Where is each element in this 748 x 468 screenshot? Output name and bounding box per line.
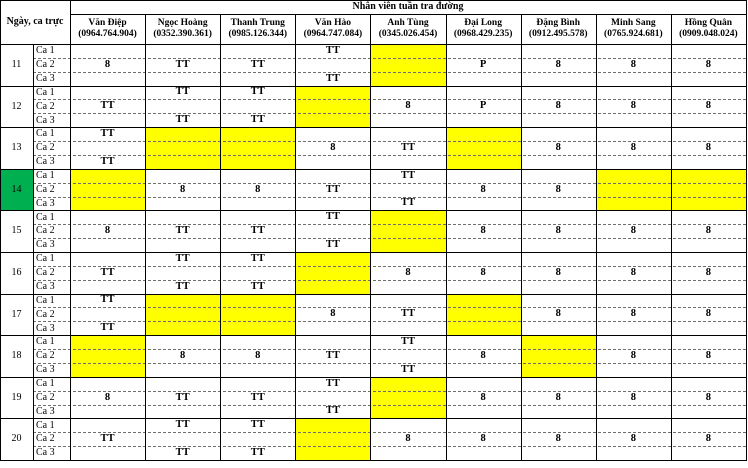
- grid-line: [0, 210, 747, 211]
- grid-line: [70, 14, 747, 15]
- roster-value-top: TT: [400, 169, 415, 181]
- off-shift-highlight: [145, 127, 220, 169]
- roster-value-bottom: TT: [325, 405, 340, 417]
- roster-value-top: TT: [175, 252, 190, 264]
- roster-value-bottom: TT: [400, 197, 415, 209]
- shift-label: Ca 2: [36, 183, 55, 195]
- grid-line: [0, 377, 747, 378]
- roster-value-top: TT: [325, 211, 340, 223]
- off-shift-highlight: [521, 335, 596, 377]
- grid-line: [295, 14, 296, 461]
- shift-label: Ca 3: [36, 239, 55, 251]
- roster-value: 8: [705, 391, 712, 403]
- roster-value: 8: [555, 141, 561, 153]
- roster-value: TT: [175, 391, 190, 403]
- grid-line: [671, 14, 672, 461]
- roster-value: 8: [480, 433, 486, 445]
- staff-phone: (0968.429.235): [453, 29, 513, 39]
- roster-value: TT: [400, 141, 415, 153]
- roster-value: 8: [630, 433, 636, 445]
- day-cell-19: 19: [11, 391, 22, 403]
- roster-value: TT: [250, 225, 265, 237]
- staff-name: Thanh Trung: [230, 18, 285, 29]
- roster-value-bottom: TT: [250, 280, 265, 292]
- roster-value-bottom: TT: [175, 114, 190, 126]
- roster-value: TT: [100, 266, 115, 278]
- shift-label: Ca 2: [36, 225, 55, 237]
- grid-line: [0, 335, 747, 336]
- day-cell-20: 20: [11, 433, 22, 445]
- grid-line: [0, 169, 747, 170]
- shift-separator: [33, 349, 746, 350]
- staff-header-7: [521, 14, 596, 44]
- shift-label: Ca 2: [36, 59, 55, 71]
- shift-label: Ca 2: [36, 308, 55, 320]
- shift-separator: [33, 405, 746, 406]
- roster-value-bottom: TT: [175, 447, 190, 459]
- staff-group-header: Nhân viên tuần tra đường: [352, 1, 464, 13]
- off-shift-highlight: [220, 294, 295, 336]
- roster-value: TT: [400, 308, 415, 320]
- roster-value: TT: [250, 58, 265, 70]
- shift-label: Ca 1: [36, 128, 55, 140]
- staff-name: Đặng Bình: [536, 18, 580, 29]
- shift-label: Ca 1: [36, 211, 55, 223]
- shift-separator: [33, 307, 746, 308]
- grid-line: [446, 14, 447, 461]
- roster-value: TT: [250, 391, 265, 403]
- roster-value: 8: [705, 308, 712, 320]
- shift-separator: [33, 99, 746, 100]
- off-shift-highlight: [295, 418, 370, 460]
- grid-line: [746, 0, 747, 461]
- staff-name: Văn Điệp: [88, 18, 127, 29]
- staff-name: Hồng Quân: [684, 18, 733, 29]
- roster-value: TT: [100, 433, 115, 445]
- staff-phone: (0985.126.344): [228, 29, 288, 39]
- roster-value: 8: [180, 183, 186, 195]
- corner-header: Ngày, ca trực: [6, 16, 64, 28]
- roster-value-bottom: TT: [175, 280, 190, 292]
- grid-line: [0, 44, 747, 45]
- staff-name: Minh Sang: [611, 18, 656, 29]
- day-cell-15: 15: [11, 225, 22, 237]
- staff-phone: (0964.747.084): [303, 29, 363, 39]
- off-shift-highlight: [671, 169, 746, 211]
- shift-label: Ca 1: [36, 377, 55, 389]
- roster-value: 8: [330, 308, 336, 320]
- roster-value-top: TT: [400, 336, 415, 348]
- off-shift-highlight: [295, 86, 370, 128]
- roster-value: 8: [630, 100, 636, 112]
- off-shift-highlight: [446, 294, 521, 336]
- shift-separator: [33, 363, 746, 364]
- roster-value: 8: [630, 141, 636, 153]
- off-shift-highlight: [370, 210, 445, 252]
- roster-value: 8: [480, 225, 486, 237]
- staff-phone: (0352.390.361): [153, 29, 212, 39]
- off-shift-highlight: [70, 169, 145, 211]
- shift-label: Ca 1: [36, 45, 55, 57]
- roster-value: 8: [480, 266, 486, 278]
- staff-header-9: [671, 14, 746, 44]
- roster-value: 8: [480, 391, 486, 403]
- staff-header-4: [295, 14, 370, 44]
- day-cell-12: 12: [11, 100, 22, 112]
- shift-separator: [33, 141, 746, 142]
- roster-value: 8: [630, 391, 636, 403]
- off-shift-highlight: [596, 169, 671, 211]
- roster-value: TT: [325, 183, 340, 195]
- roster-value: TT: [175, 225, 190, 237]
- shift-label: Ca 3: [36, 156, 55, 168]
- roster-value: 8: [630, 225, 636, 237]
- shift-separator: [33, 113, 746, 114]
- staff-header-6: [446, 14, 521, 44]
- roster-value: 8: [555, 100, 561, 112]
- roster-value-top: TT: [100, 128, 115, 140]
- roster-value: 8: [330, 141, 336, 153]
- roster-value: 8: [104, 225, 111, 237]
- staff-phone: (0912.495.578): [528, 29, 588, 39]
- roster-value-bottom: TT: [100, 155, 115, 167]
- roster-value-top: TT: [250, 86, 265, 98]
- roster-value: 8: [480, 183, 486, 195]
- roster-value: 8: [630, 266, 636, 278]
- shift-separator: [33, 266, 746, 267]
- off-shift-highlight: [370, 377, 445, 419]
- roster-value: TT: [175, 58, 190, 70]
- shift-label: Ca 2: [36, 391, 55, 403]
- shift-label: Ca 3: [36, 364, 55, 376]
- roster-value-top: TT: [100, 294, 115, 306]
- shift-separator: [33, 280, 746, 281]
- shift-separator: [33, 391, 746, 392]
- staff-name: Văn Hào: [314, 18, 351, 29]
- staff-header-2: [145, 14, 220, 44]
- roster-value: 8: [705, 266, 712, 278]
- roster-value: 8: [555, 266, 561, 278]
- staff-phone: (0964.764.904): [78, 29, 137, 39]
- grid-line: [220, 14, 221, 461]
- roster-value: 8: [255, 349, 261, 361]
- roster-value: 8: [555, 183, 561, 195]
- roster-value-top: TT: [175, 419, 190, 431]
- grid-line: [0, 418, 747, 419]
- roster-value: 8: [630, 58, 636, 70]
- staff-header-1: [70, 14, 145, 44]
- roster-value: 8: [104, 391, 111, 403]
- shift-separator: [33, 155, 746, 156]
- roster-value: 8: [705, 433, 712, 445]
- staff-header-5: [370, 14, 445, 44]
- off-shift-highlight: [70, 335, 145, 377]
- roster-value: 8: [705, 349, 712, 361]
- staff-header-8: [596, 14, 671, 44]
- grid-line: [0, 127, 747, 128]
- off-shift-highlight: [446, 127, 521, 169]
- grid-line: [596, 14, 597, 461]
- grid-line: [0, 0, 1, 461]
- off-shift-highlight: [295, 252, 370, 294]
- shift-label: Ca 3: [36, 405, 55, 417]
- grid-line: [70, 0, 71, 461]
- shift-label: Ca 1: [36, 294, 55, 306]
- roster-value-top: TT: [325, 44, 340, 56]
- roster-value: 8: [405, 266, 411, 278]
- grid-line: [0, 86, 747, 87]
- shift-separator: [33, 183, 746, 184]
- roster-value-bottom: TT: [325, 239, 340, 251]
- roster-value-bottom: TT: [250, 114, 265, 126]
- shift-separator: [33, 72, 746, 73]
- shift-label: Ca 1: [36, 336, 55, 348]
- shift-label: Ca 2: [36, 433, 55, 445]
- day-cell-17: 17: [11, 308, 22, 320]
- shift-separator: [33, 321, 746, 322]
- roster-value: 8: [405, 433, 411, 445]
- roster-value: 8: [705, 225, 712, 237]
- roster-value-bottom: TT: [250, 447, 265, 459]
- grid-line: [145, 14, 146, 461]
- staff-name: Ngọc Hoàng: [157, 18, 208, 29]
- shift-label: Ca 3: [36, 197, 55, 209]
- roster-value: 8: [180, 349, 186, 361]
- shift-label: Ca 1: [36, 86, 55, 98]
- grid-line: [0, 252, 747, 253]
- day-cell-18: 18: [11, 350, 22, 362]
- shift-separator: [33, 58, 746, 59]
- shift-label: Ca 1: [36, 169, 55, 181]
- roster-value-bottom: TT: [400, 363, 415, 375]
- grid-line: [0, 460, 747, 461]
- grid-line: [0, 0, 747, 1]
- shift-label: Ca 2: [36, 267, 55, 279]
- roster-value: 8: [104, 58, 111, 70]
- roster-value: 8: [555, 58, 561, 70]
- day-cell-14: 14: [0, 169, 33, 211]
- grid-line: [33, 44, 34, 461]
- roster-value: 8: [630, 308, 636, 320]
- shift-separator: [33, 432, 746, 433]
- day-cell-11: 11: [11, 59, 22, 71]
- roster-value: TT: [100, 100, 115, 112]
- roster-value: 8: [405, 100, 411, 112]
- roster-value-top: TT: [325, 377, 340, 389]
- shift-label: Ca 2: [36, 100, 55, 112]
- shift-separator: [33, 197, 746, 198]
- off-shift-highlight: [220, 127, 295, 169]
- roster-value: 8: [705, 141, 712, 153]
- roster-value: 8: [630, 349, 636, 361]
- staff-phone: (0909.048.024): [679, 29, 738, 39]
- day-cell-16: 16: [11, 267, 22, 279]
- grid-line: [370, 14, 371, 461]
- roster-value: 8: [555, 225, 561, 237]
- roster-value-top: TT: [250, 419, 265, 431]
- staff-name: Đại Long: [464, 18, 502, 29]
- shift-separator: [33, 446, 746, 447]
- shift-label: Ca 3: [36, 280, 55, 292]
- shift-label: Ca 3: [36, 447, 55, 459]
- roster-value-bottom: TT: [100, 322, 115, 334]
- roster-value: 8: [555, 433, 561, 445]
- shift-label: Ca 1: [36, 253, 55, 265]
- off-shift-highlight: [145, 294, 220, 336]
- roster-value-bottom: TT: [325, 72, 340, 84]
- shift-label: Ca 1: [36, 419, 55, 431]
- staff-header-3: [220, 14, 295, 44]
- shift-label: Ca 3: [36, 72, 55, 84]
- roster-value: 8: [555, 391, 561, 403]
- grid-line: [521, 14, 522, 461]
- shift-label: Ca 2: [36, 142, 55, 154]
- roster-value-top: TT: [175, 86, 190, 98]
- roster-value: 8: [255, 183, 261, 195]
- shift-separator: [33, 238, 746, 239]
- roster-value-top: TT: [250, 252, 265, 264]
- grid-line: [0, 294, 747, 295]
- staff-name: Anh Tùng: [387, 18, 429, 29]
- staff-phone: (0345.026.454): [378, 29, 438, 39]
- day-cell-13: 13: [11, 142, 22, 154]
- roster-value: 8: [555, 308, 561, 320]
- roster-value: P: [479, 58, 487, 70]
- shift-separator: [33, 224, 746, 225]
- shift-label: Ca 3: [36, 322, 55, 334]
- roster-value: TT: [325, 349, 340, 361]
- staff-phone: (0765.924.681): [604, 29, 663, 39]
- roster-value: 8: [480, 349, 486, 361]
- shift-label: Ca 3: [36, 114, 55, 126]
- off-shift-highlight: [370, 44, 445, 86]
- roster-value: 8: [705, 58, 712, 70]
- roster-value: 8: [705, 100, 712, 112]
- roster-value: P: [479, 100, 487, 112]
- shift-label: Ca 2: [36, 350, 55, 362]
